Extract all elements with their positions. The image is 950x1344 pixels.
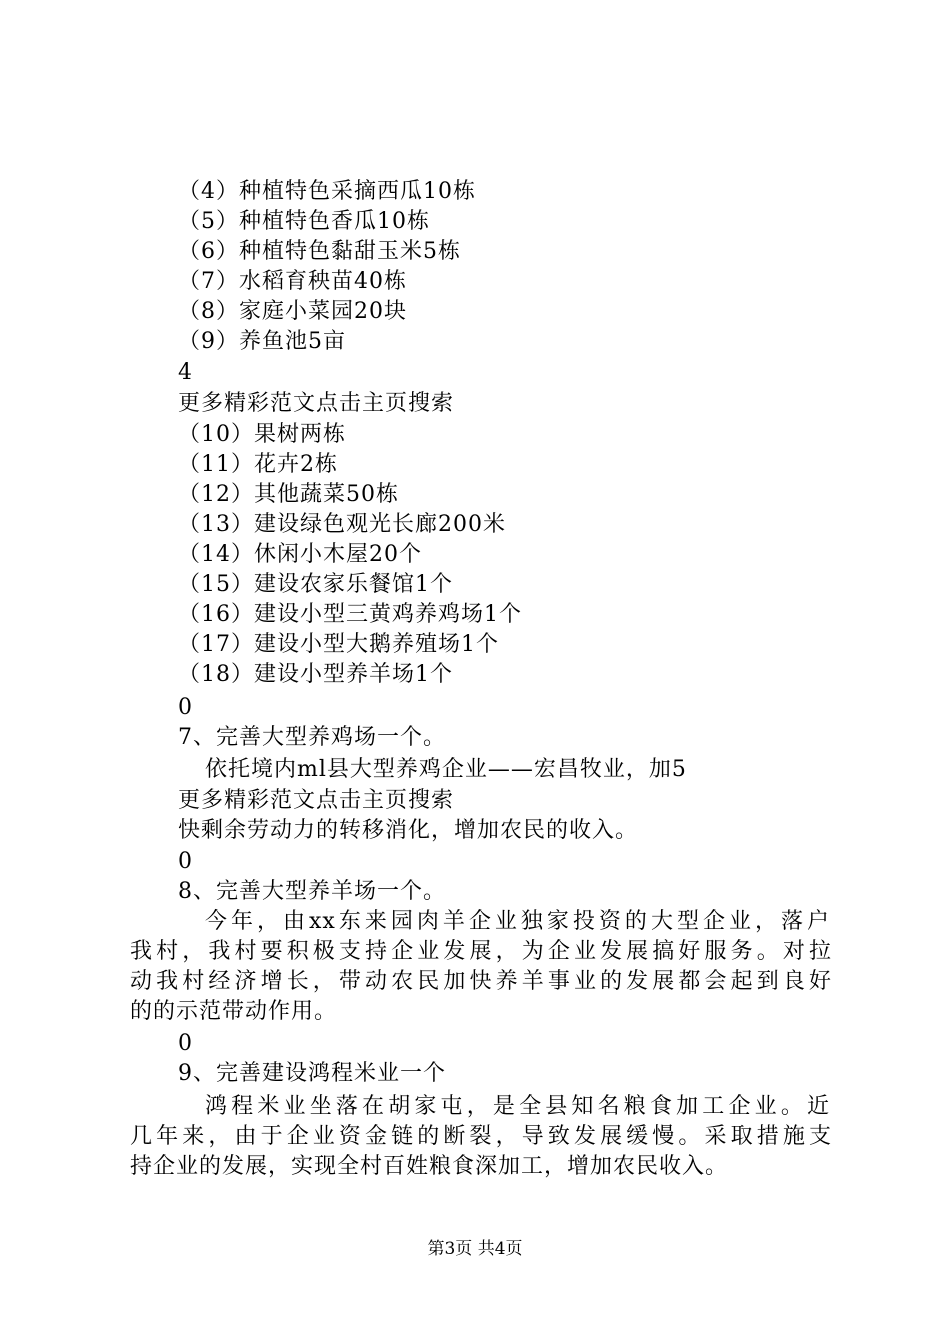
paragraph-line: 我村，我村要积极支持企业发展，为企业发展搞好服务。对拉 (130, 939, 832, 964)
paragraph-line: 今年，由xx东来园肉羊企业独家投资的大型企业，落户 (205, 909, 830, 934)
promo-text: 更多精彩范文点击主页搜索 (178, 788, 455, 813)
list-item: （5）种植特色香瓜10栋 (178, 209, 430, 234)
page-number-fragment: 4 (178, 360, 193, 385)
list-item: （14）休闲小木屋20个 (178, 542, 422, 567)
paragraph-line: 持企业的发展，实现全村百姓粮食深加工，增加农民收入。 (130, 1154, 729, 1179)
list-item: （10）果树两栋 (178, 422, 346, 447)
list-item: （4）种植特色采摘西瓜10栋 (178, 179, 476, 204)
list-item: （9）养鱼池5亩 (178, 329, 346, 354)
promo-text: 更多精彩范文点击主页搜索 (178, 391, 455, 416)
section-heading: 9、完善建设鸿程米业一个 (178, 1061, 446, 1086)
section-heading: 8、完善大型养羊场一个。 (178, 879, 446, 904)
paragraph-line: 鸿程米业坐落在胡家屯，是全县知名粮食加工企业。近 (205, 1094, 830, 1119)
list-item: （7）水稻育秧苗40栋 (178, 269, 407, 294)
zero-marker: 0 (178, 1031, 193, 1056)
zero-marker: 0 (178, 695, 193, 720)
page-footer: 第3页 共4页 (427, 1239, 523, 1259)
list-item: （12）其他蔬菜50栋 (178, 482, 399, 507)
list-item: （15）建设农家乐餐馆1个 (178, 572, 453, 597)
list-item: （13）建设绿色观光长廊200米 (178, 512, 506, 537)
list-item: （16）建设小型三黄鸡养鸡场1个 (178, 602, 522, 627)
list-item: （18）建设小型养羊场1个 (178, 662, 453, 687)
zero-marker: 0 (178, 849, 193, 874)
paragraph-line: 的的示范带动作用。 (130, 999, 338, 1024)
paragraph-line: 几年来，由于企业资金链的断裂，导致发展缓慢。采取措施支 (130, 1124, 832, 1149)
list-item: （6）种植特色黏甜玉米5栋 (178, 239, 461, 264)
paragraph-line: 依托境内ml县大型养鸡企业——宏昌牧业，加5 (205, 757, 687, 782)
paragraph-line: 动我村经济增长，带动农民加快养羊事业的发展都会起到良好 (130, 969, 832, 994)
list-item: （8）家庭小菜园20块 (178, 299, 407, 324)
section-heading: 7、完善大型养鸡场一个。 (178, 725, 446, 750)
list-item: （17）建设小型大鹅养殖场1个 (178, 632, 499, 657)
paragraph-line: 快剩余劳动力的转移消化，增加农民的收入。 (178, 818, 639, 843)
list-item: （11）花卉2栋 (178, 452, 338, 477)
